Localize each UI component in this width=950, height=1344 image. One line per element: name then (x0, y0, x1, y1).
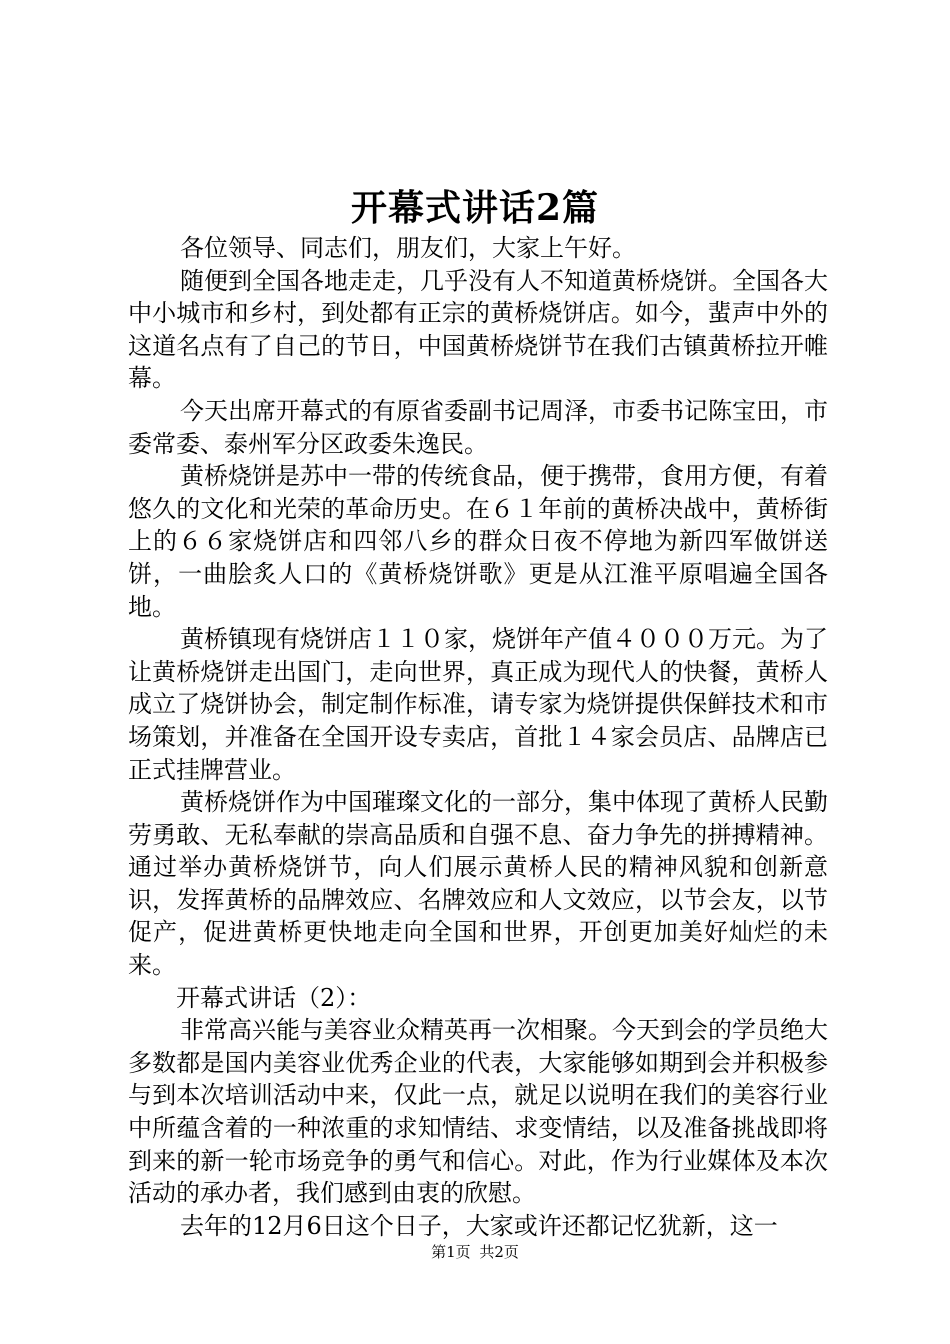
paragraph-greeting: 各位领导、同志们，朋友们，大家上午好。 (180, 234, 636, 262)
section-heading-speech-2: 开幕式讲话（2）： (176, 983, 372, 1012)
page-footer (0, 1242, 950, 1262)
document-body (128, 232, 828, 1242)
paragraph-last-year: 去年的12月6日这个日子，大家或许还都记忆犹新，这一 (180, 1211, 778, 1240)
paragraph-history: 黄桥烧饼是苏中一带的传统食品，便于携带，食用方便，有着悠久的文化和光荣的革命历史。在６１年前的黄桥决战中，黄桥街上的６６家烧饼店和四邻八乡的群众日夜不停地为新四军做饼送饼，一曲脍炙人口的《黄桥烧饼歌》更是从江淮平原唱遍全国各地。 (128, 462, 828, 621)
page-total: 共2页 (479, 1243, 519, 1261)
paragraph-attendees: 今天出席开幕式的有原省委副书记周泽，市委书记陈宝田，市委常委、泰州军分区政委朱逸民。 (128, 396, 828, 458)
paragraph-culture: 黄桥烧饼作为中国璀璨文化的一部分，集中体现了黄桥人民勤劳勇敢、无私奉献的崇高品质和自强不息、奋力争先的拼搏精神。通过举办黄桥烧饼节，向人们展示黄桥人民的精神风貌和创新意识，发挥黄桥的品牌效应、名牌效应和人文效应，以节会友，以节促产，促进黄桥更快地走向全国和世界，开创更加美好灿烂的未来。 (128, 788, 828, 980)
paragraph-beauty-industry: 非常高兴能与美容业众精英再一次相聚。今天到会的学员绝大多数都是国内美容业优秀企业的代表，大家能够如期到会并积极参与到本次培训活动中来，仅此一点，就足以说明在我们的美容行业中所蕴含着的一种浓重的求知情结、求变情结，以及准备挑战即将到来的新一轮市场竞争的勇气和信心。对此，作为行业媒体及本次活动的承办者，我们感到由衷的欣慰。 (128, 1016, 828, 1208)
paragraph-industry: 黄桥镇现有烧饼店１１０家，烧饼年产值４０００万元。为了让黄桥烧饼走出国门，走向世界，真正成为现代人的快餐，黄桥人成立了烧饼协会，制定制作标准，请专家为烧饼提供保鲜技术和市场策划，并准备在全国开设专卖店，首批１４家会员店、品牌店已正式挂牌营业。 (128, 625, 828, 784)
document-title: 开幕式讲话2篇 (350, 187, 600, 229)
page-number: 第1页 (431, 1243, 471, 1261)
paragraph-intro: 随便到全国各地走走，几乎没有人不知道黄桥烧饼。全国各大中小城市和乡村，到处都有正宗的黄桥烧饼店。如今，蜚声中外的这道名点有了自己的节日，中国黄桥烧饼节在我们古镇黄桥拉开帷幕。 (128, 266, 828, 393)
